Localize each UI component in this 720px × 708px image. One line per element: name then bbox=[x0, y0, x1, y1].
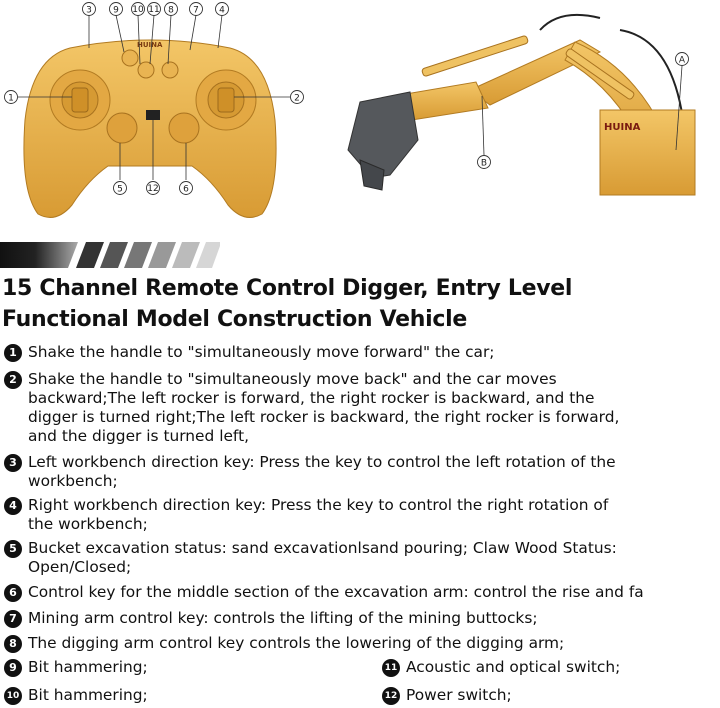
callout-b bbox=[478, 156, 491, 169]
page-title bbox=[2, 273, 718, 335]
callout-7 bbox=[190, 3, 203, 16]
feature-text: Left workbench direction key: Press the key to control the left rotation of the bbox=[28, 453, 616, 471]
number-badge: 10 bbox=[4, 687, 22, 705]
feature-item-7 bbox=[0, 609, 538, 628]
number-badge: 11 bbox=[382, 659, 400, 677]
svg-text:10: 10 bbox=[132, 5, 144, 15]
decorative-stripe-bar bbox=[0, 242, 220, 268]
feature-item-11 bbox=[378, 658, 620, 677]
svg-text:7: 7 bbox=[193, 5, 199, 16]
feature-item-10 bbox=[0, 686, 148, 705]
callout-6 bbox=[180, 182, 193, 195]
feature-text: Control key for the middle section of the excavation arm: control the rise and fa bbox=[28, 583, 644, 601]
callout-12 bbox=[147, 182, 160, 195]
feature-item-12 bbox=[378, 686, 512, 705]
svg-text:8: 8 bbox=[168, 5, 174, 16]
feature-item-5 bbox=[0, 539, 617, 577]
number-badge: 5 bbox=[4, 540, 22, 558]
excavator-arm bbox=[348, 15, 695, 195]
feature-item-2 bbox=[0, 370, 619, 446]
callout-4 bbox=[216, 3, 229, 16]
callout-10 bbox=[132, 3, 145, 16]
callout-8 bbox=[165, 3, 178, 16]
feature-item-8 bbox=[0, 634, 564, 653]
feature-text: Shake the handle to "simultaneously move back" and the car moves bbox=[28, 370, 557, 388]
feature-text: Open/Closed; bbox=[28, 558, 132, 576]
feature-text: Bit hammering; bbox=[28, 658, 148, 676]
svg-text:4: 4 bbox=[219, 5, 225, 16]
controller-brand: HUINA bbox=[137, 41, 163, 49]
feature-item-3 bbox=[0, 453, 616, 491]
number-badge: 9 bbox=[4, 659, 22, 677]
feature-text: and the digger is turned left, bbox=[28, 427, 250, 445]
svg-text:2: 2 bbox=[294, 93, 300, 104]
number-badge: 8 bbox=[4, 635, 22, 653]
number-badge: 4 bbox=[4, 497, 22, 515]
feature-item-9 bbox=[0, 658, 148, 677]
svg-text:5: 5 bbox=[117, 184, 123, 195]
feature-text: Bucket excavation status: sand excavationlsand pouring; Claw Wood Status: bbox=[28, 539, 617, 557]
svg-text:12: 12 bbox=[147, 184, 159, 194]
feature-item-6 bbox=[0, 583, 644, 602]
callout-9 bbox=[110, 3, 123, 16]
number-badge: 6 bbox=[4, 584, 22, 602]
feature-text: Bit hammering; bbox=[28, 686, 148, 704]
feature-text: Mining arm control key: controls the lifting of the mining buttocks; bbox=[28, 609, 538, 627]
callout-5 bbox=[114, 182, 127, 195]
number-badge: 2 bbox=[4, 371, 22, 389]
feature-item-4 bbox=[0, 496, 608, 534]
feature-text: Power switch; bbox=[406, 686, 512, 704]
number-badge: 7 bbox=[4, 610, 22, 628]
callout-a bbox=[676, 53, 689, 66]
callout-2 bbox=[291, 91, 304, 104]
product-illustration bbox=[0, 0, 720, 232]
number-badge: 3 bbox=[4, 454, 22, 472]
svg-text:B: B bbox=[480, 158, 488, 169]
svg-text:A: A bbox=[678, 55, 686, 66]
svg-text:1: 1 bbox=[8, 93, 14, 104]
feature-text: backward;The left rocker is forward, the right rocker is backward, and the bbox=[28, 389, 595, 407]
callout-11 bbox=[148, 3, 161, 16]
callout-1 bbox=[5, 91, 18, 104]
feature-text: the workbench; bbox=[28, 515, 148, 533]
feature-item-1 bbox=[0, 343, 494, 362]
number-badge: 12 bbox=[382, 687, 400, 705]
excavator-brand: HUINA bbox=[604, 122, 641, 133]
svg-text:9: 9 bbox=[113, 5, 119, 16]
feature-text: Acoustic and optical switch; bbox=[406, 658, 621, 676]
feature-text: The digging arm control key controls the lowering of the digging arm; bbox=[28, 634, 565, 652]
feature-text: Shake the handle to "simultaneously move forward" the car; bbox=[28, 343, 495, 361]
callout-3 bbox=[83, 3, 96, 16]
title-line-1: 15 Channel Remote Control Digger, Entry Level bbox=[2, 276, 573, 301]
number-badge: 1 bbox=[4, 344, 22, 362]
feature-text: Right workbench direction key: Press the key to control the right rotation of bbox=[28, 496, 609, 514]
title-line-2: Functional Model Construction Vehicle bbox=[2, 307, 467, 332]
svg-text:3: 3 bbox=[86, 5, 92, 16]
svg-text:11: 11 bbox=[148, 5, 160, 15]
feature-text: digger is turned right;The left rocker is backward, the right rocker is forward, bbox=[28, 408, 620, 426]
feature-text: workbench; bbox=[28, 472, 118, 490]
svg-text:6: 6 bbox=[183, 184, 189, 195]
